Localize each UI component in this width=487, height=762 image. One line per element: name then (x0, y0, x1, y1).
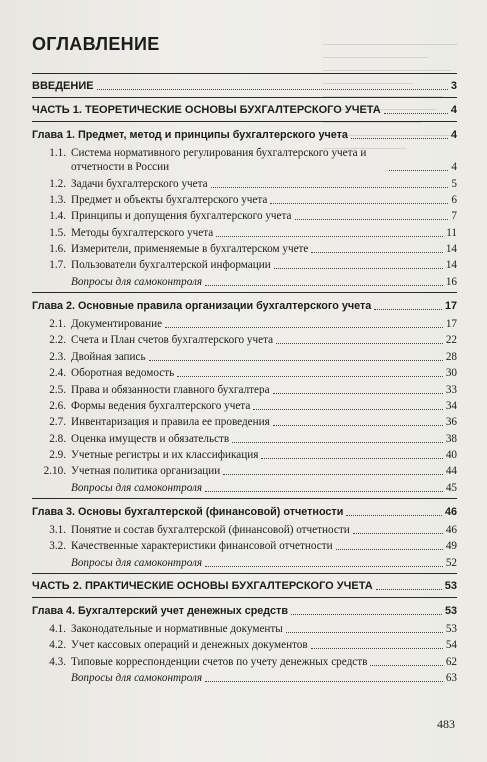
item-text: Двойная запись (71, 350, 146, 363)
dot-leader (374, 309, 442, 310)
chapter-page: 4 (450, 129, 457, 141)
toc-questions[interactable] (32, 274, 457, 292)
item-number: 4.3. (49, 655, 66, 668)
item-number: 1.2. (49, 177, 66, 190)
dot-leader (295, 219, 449, 220)
dot-leader (311, 252, 442, 253)
dot-leader (223, 474, 443, 475)
item-number: 2.2. (49, 334, 66, 347)
item-text: Права и обязанности главного бухгалтера (71, 383, 270, 396)
item-number: 3.2. (49, 540, 66, 553)
item-page: 46 (445, 523, 457, 536)
questions-label: Вопросы для самоконтроля (71, 481, 203, 494)
chapter-page: 46 (444, 505, 457, 518)
toc-item[interactable] (32, 653, 457, 669)
toc-part-1[interactable] (32, 98, 457, 121)
item-page: 49 (445, 540, 457, 553)
dot-leader (211, 187, 449, 188)
item-text: Предмет и объекты бухгалтерского учета (71, 193, 268, 206)
dot-leader (165, 327, 443, 328)
toc-chapter-3[interactable] (32, 499, 457, 522)
item-text: Счета и План счетов бухгалтерского учета (71, 334, 274, 347)
item-page: 11 (446, 226, 457, 239)
questions-page: 16 (445, 275, 457, 288)
item-page: 5 (451, 177, 457, 190)
item-text: Качественные характеристики финансовой отчетности (71, 540, 333, 553)
dot-leader (97, 89, 448, 90)
toc-questions[interactable] (32, 480, 457, 498)
dot-leader (276, 343, 443, 344)
item-number: 2.8. (49, 432, 66, 445)
dot-leader (311, 648, 443, 649)
toc-item[interactable] (32, 332, 457, 348)
item-page: 30 (445, 367, 457, 380)
dot-leader (370, 665, 442, 666)
item-page: 38 (445, 432, 457, 445)
item-number: 3.1. (49, 523, 66, 536)
toc-chapter-1[interactable] (32, 122, 457, 145)
item-page: 34 (445, 399, 457, 412)
chapter-label: Глава 4. Бухгалтерский учет денежных средств (32, 604, 288, 617)
item-page: 4 (451, 161, 457, 174)
part-label: ЧАСТЬ 2. ПРАКТИЧЕСКИЕ ОСНОВЫ БУХГАЛТЕРСКОГО УЧЕТА (32, 579, 373, 592)
item-text: Принципы и допущения бухгалтерского учета (71, 210, 292, 223)
dot-leader (216, 236, 443, 237)
toc-intro-label: ВВЕДЕНИЕ (32, 80, 94, 92)
item-text: Формы ведения бухгалтерского учета (71, 399, 251, 412)
item-text: Система нормативного регулирования бухгалтерского учета и отчетности в России (71, 147, 367, 174)
toc-item[interactable] (32, 398, 457, 414)
toc-item[interactable] (32, 192, 457, 208)
dot-leader (177, 376, 443, 377)
questions-page: 52 (445, 556, 457, 569)
item-text: Законодательные и нормативные документы (71, 622, 283, 635)
chapter-label: Глава 1. Предмет, метод и принципы бухгалтерского учета (32, 129, 348, 141)
item-number: 2.7. (49, 416, 66, 429)
questions-page: 63 (445, 672, 457, 684)
item-number: 1.7. (49, 259, 66, 272)
dot-leader (346, 515, 442, 516)
toc-item[interactable] (32, 637, 457, 653)
item-page: 14 (445, 243, 457, 256)
dot-leader (149, 360, 443, 361)
chapter-page: 53 (444, 604, 457, 617)
dot-leader (261, 458, 442, 459)
item-page: 36 (445, 416, 457, 429)
item-number: 1.5. (49, 226, 66, 239)
item-page: 6 (451, 193, 457, 206)
item-number: 2.4. (49, 367, 66, 380)
dot-leader (376, 589, 442, 590)
dot-leader (353, 533, 443, 534)
dot-leader (205, 285, 443, 286)
item-number: 4.1. (49, 622, 66, 635)
questions-label: Вопросы для самоконтроля (71, 275, 203, 288)
item-page: 44 (445, 465, 457, 478)
part-label: ЧАСТЬ 1. ТЕОРЕТИЧЕСКИЕ ОСНОВЫ БУХГАЛТЕРСКОГО УЧЕТА (32, 104, 381, 116)
questions-label: Вопросы для самоконтроля (71, 672, 203, 684)
dot-leader (286, 632, 443, 633)
toc-item[interactable] (32, 447, 457, 463)
toc-item[interactable] (32, 538, 457, 554)
item-number: 2.10. (43, 465, 66, 478)
item-text: Типовые корреспонденции счетов по учету денежных средств (71, 655, 368, 668)
toc-item[interactable] (32, 414, 457, 430)
toc-title: ОГЛАВЛЕНИЕ (32, 34, 160, 54)
toc-item[interactable] (32, 145, 457, 175)
item-page: 22 (445, 334, 457, 347)
item-number: 2.9. (49, 449, 66, 461)
dot-leader (273, 393, 443, 394)
dot-leader (351, 138, 448, 139)
item-text: Документирование (71, 318, 163, 330)
toc-chapter-4[interactable] (32, 598, 457, 621)
toc-item[interactable] (32, 621, 457, 637)
part-page: 53 (444, 579, 457, 592)
item-text: Инвентаризация и правила ее проведения (71, 416, 270, 429)
toc-item[interactable] (32, 463, 457, 479)
item-text: Понятие и состав бухгалтерской (финансовой) отчетности (71, 523, 350, 536)
item-text: Методы бухгалтерского учета (71, 226, 214, 239)
item-text: Учетная политика организации (71, 465, 221, 478)
item-text: Учетные регистры и их классификация (71, 449, 259, 461)
item-page: 62 (445, 655, 457, 668)
item-text: Учет кассовых операций и денежных документов (71, 639, 308, 652)
item-number: 2.6. (49, 399, 66, 412)
item-text: Оборотная ведомость (71, 367, 175, 380)
questions-label: Вопросы для самоконтроля (71, 556, 203, 569)
toc-item[interactable] (32, 175, 457, 191)
toc-intro-page: 3 (450, 80, 457, 92)
dot-leader (389, 170, 448, 171)
item-text: Измерители, применяемые в бухгалтерском учете (71, 243, 309, 256)
item-text: Оценка имуществ и обязательств (71, 432, 230, 445)
questions-page: 45 (445, 481, 457, 494)
toc-item[interactable] (32, 225, 457, 241)
toc-item[interactable] (32, 257, 457, 273)
toc-item[interactable] (32, 381, 457, 397)
dot-leader (232, 442, 443, 443)
dot-leader (205, 491, 443, 492)
item-number: 2.5. (49, 383, 66, 396)
item-number: 1.1. (49, 147, 66, 160)
part-page: 4 (450, 104, 457, 116)
toc-questions[interactable] (32, 670, 457, 688)
toc-item[interactable] (32, 349, 457, 365)
item-page: 28 (445, 350, 457, 363)
dot-leader (270, 203, 448, 204)
item-number: 2.3. (49, 350, 66, 363)
dot-leader (205, 566, 443, 567)
item-text: Задачи бухгалтерского учета (71, 177, 208, 190)
toc-part-2[interactable] (32, 574, 457, 597)
toc-chapter-2[interactable] (32, 293, 457, 316)
item-number: 1.3. (49, 193, 66, 206)
dot-leader (205, 681, 443, 682)
item-page: 7 (451, 210, 457, 223)
toc-item[interactable] (32, 365, 457, 381)
toc-intro[interactable] (32, 74, 457, 97)
dot-leader (273, 425, 443, 426)
dot-leader (291, 614, 442, 615)
item-page: 54 (445, 639, 457, 652)
toc-questions[interactable] (32, 555, 457, 573)
toc-item[interactable] (32, 208, 457, 224)
toc-item[interactable] (32, 316, 457, 332)
dot-leader (336, 549, 443, 550)
toc-item[interactable] (32, 241, 457, 257)
item-page: 14 (445, 259, 457, 272)
item-number: 1.6. (49, 243, 66, 256)
item-number: 2.1. (49, 318, 66, 330)
item-page: 40 (445, 449, 457, 461)
chapter-label: Глава 3. Основы бухгалтерской (финансовой) отчетности (32, 505, 344, 518)
toc-item[interactable] (32, 522, 457, 538)
dot-leader (384, 113, 448, 114)
toc-item[interactable] (32, 430, 457, 446)
chapter-page: 17 (444, 299, 457, 312)
item-number: 4.2. (49, 639, 66, 652)
item-page: 33 (445, 383, 457, 396)
item-text: Пользователи бухгалтерской информации (71, 259, 271, 272)
item-page: 53 (445, 622, 457, 635)
dot-leader (274, 268, 443, 269)
item-number: 1.4. (49, 210, 66, 223)
item-page: 17 (445, 318, 457, 330)
dot-leader (253, 409, 443, 410)
page-number: 483 (437, 717, 455, 731)
chapter-label: Глава 2. Основные правила организации бухгалтерского учета (32, 299, 372, 312)
